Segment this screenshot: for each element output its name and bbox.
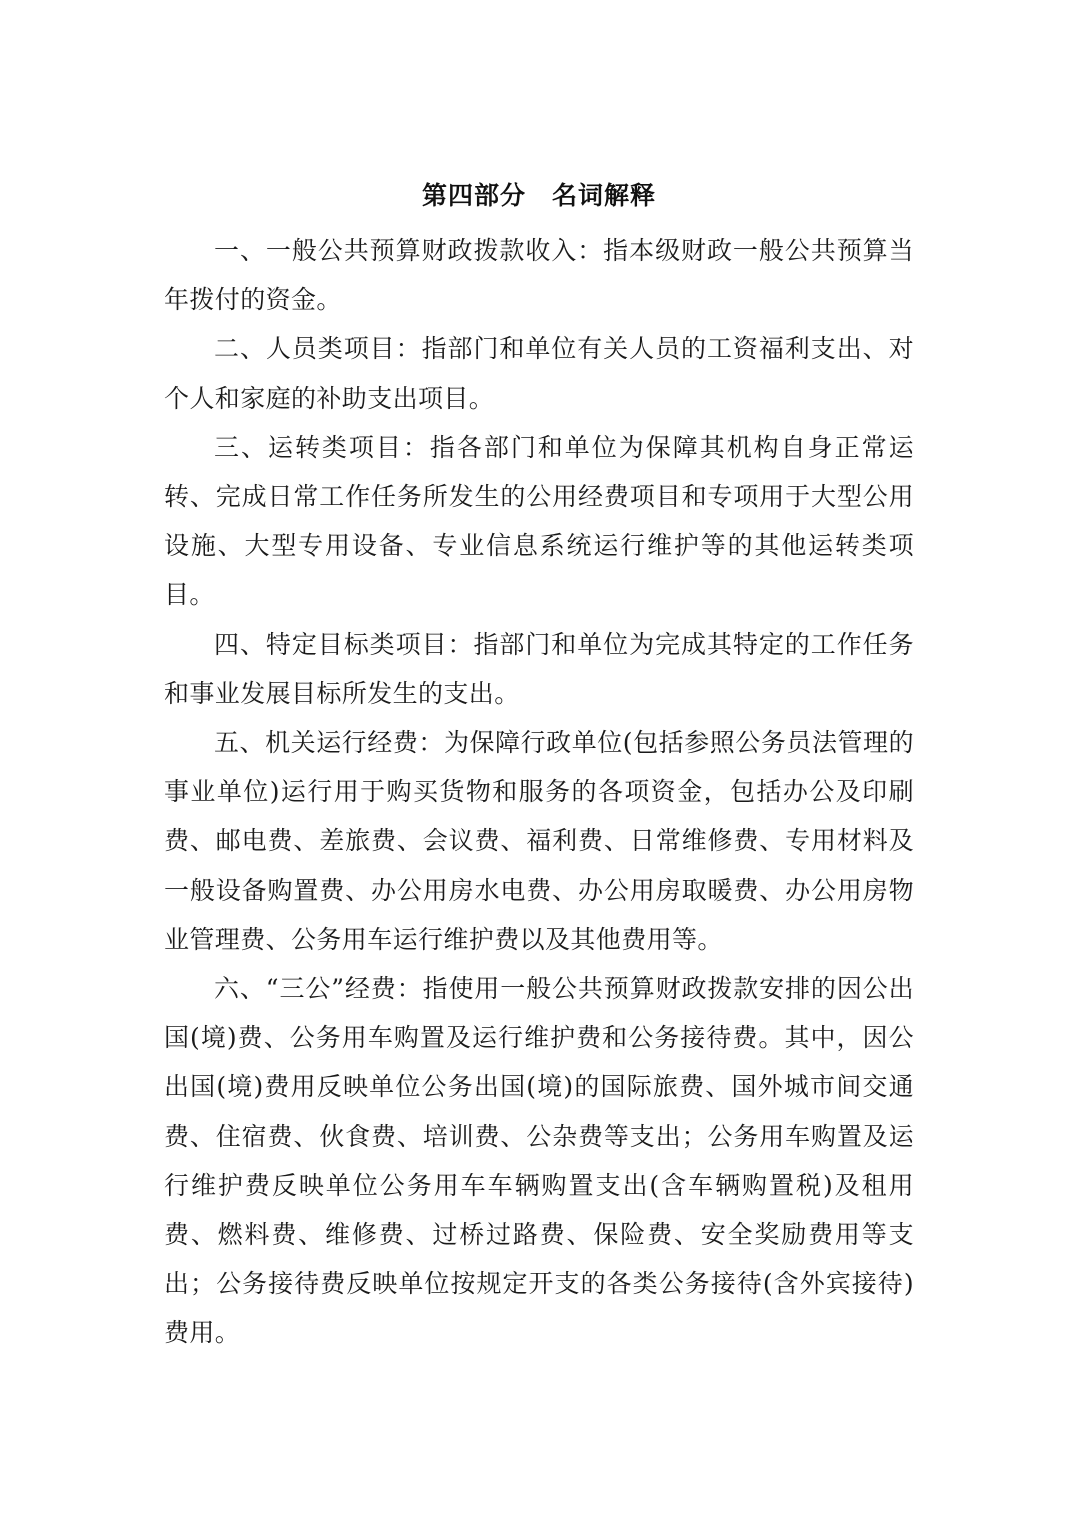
paragraph-personnel-projects: 二、人员类项目：指部门和单位有关人员的工资福利支出、对个人和家庭的补助支出项目。	[164, 334, 914, 413]
paragraph-operational-projects: 三、运转类项目：指各部门和单位为保障其机构自身正常运转、完成日常工作任务所发生的公用经费项目和专项用于大型公用设施、大型专用设备、专业信息系统运行维护等的其他运转类项目。	[164, 432, 914, 610]
paragraph-agency-operating-expenses: 五、机关运行经费：为保障行政单位(包括参照公务员法管理的事业单位)运行用于购买货物和服务的各项资金，包括办公及印刷费、邮电费、差旅费、会议费、福利费、日常维修费、专用材料及一般设备购置费、办公用房水电费、办公用房取暖费、办公用房物业管理费、公务用车运行维护费以及其他费用等。	[164, 728, 914, 954]
paragraph-general-budget-income: 一、一般公共预算财政拨款收入：指本级财政一般公共预算当年拨付的资金。	[164, 236, 914, 315]
paragraph-specific-target-projects: 四、特定目标类项目：指部门和单位为完成其特定的工作任务和事业发展目标所发生的支出。	[164, 629, 914, 708]
document-body	[164, 174, 914, 1358]
paragraph-three-public-expenses: 六、“三公”经费：指使用一般公共预算财政拨款安排的因公出国(境)费、公务用车购置及运行维护费和公务接待费。其中，因公出国(境)费用反映单位公务出国(境)的国际旅费、国外城市间交通费、住宿费、伙食费、培训费、公杂费等支出；公务用车购置及运行维护费反映单位公务用车车辆购置支出(含车辆购置税)及租用费、燃料费、维修费、过桥过路费、保险费、安全奖励费用等支出；公务接待费反映单位按规定开支的各类公务接待(含外宾接待)费用。	[164, 974, 914, 1348]
section-title: 第四部分 名词解释	[421, 181, 656, 210]
